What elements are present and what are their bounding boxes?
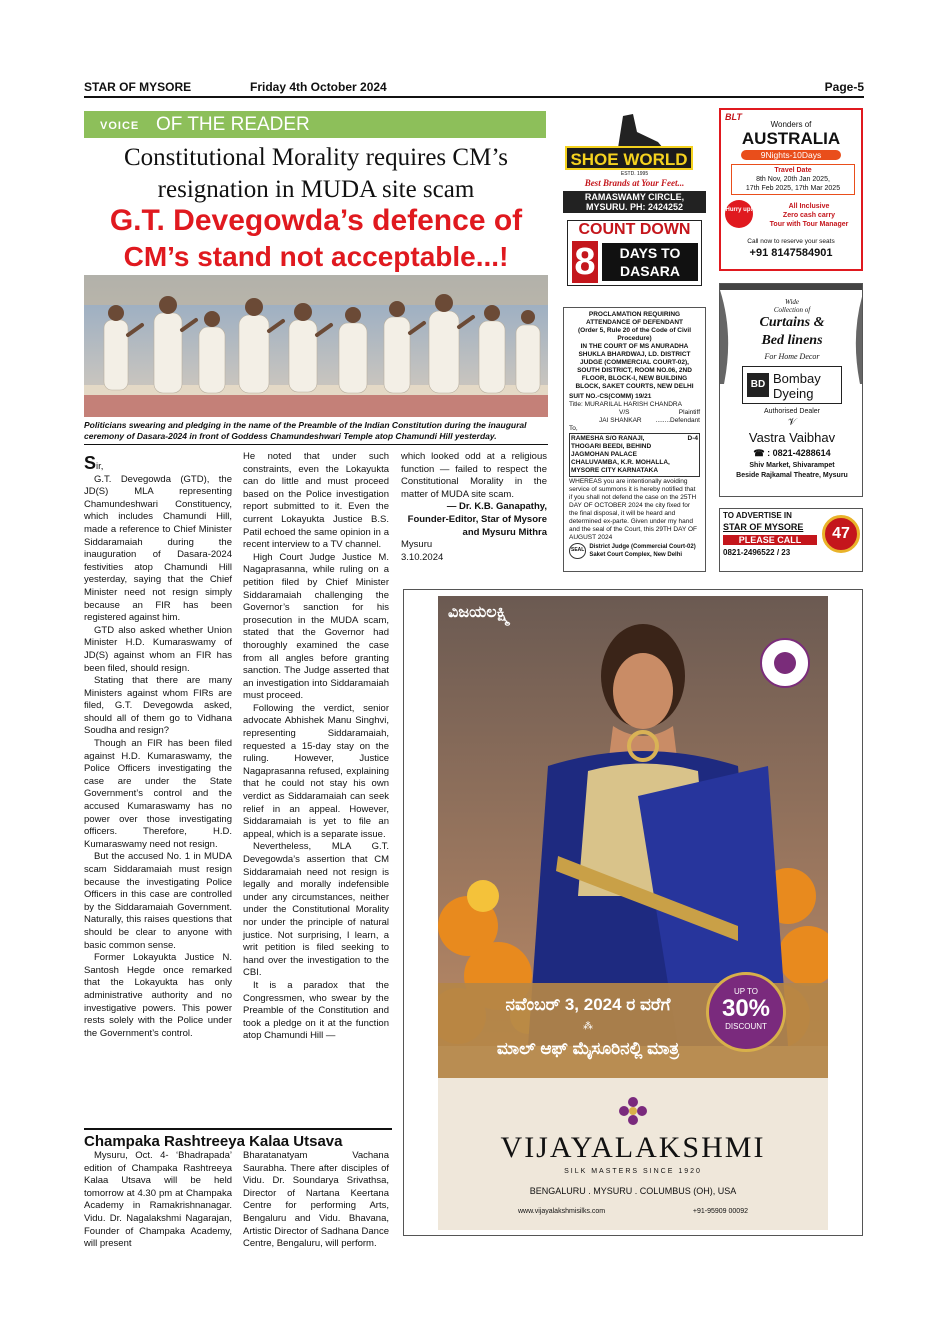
vl-since: SILK MASTERS SINCE 1920	[564, 1168, 702, 1175]
bombay-dyeing-logo	[742, 366, 842, 404]
procl-d4: D-4	[687, 435, 698, 442]
australia-tour-ad[interactable]	[719, 108, 863, 271]
shoe-address: RAMASWAMY CIRCLE, MYSURU. PH: 2424252	[563, 191, 706, 213]
signature: — Dr. K.B. Ganapathy, Founder-Editor, Star of Mysore and Mysuru Mithra	[407, 501, 547, 538]
letter-column-3	[401, 451, 547, 564]
vl-poster	[438, 596, 828, 1230]
vl-cities: BENGALURU . MYSURU . COLUMBUS (OH), USA	[529, 1186, 737, 1196]
shoe-world-brand: SHOE WORLD	[565, 146, 693, 170]
subhead	[84, 203, 548, 275]
procl-address: RAMESHA S/O RANAJI, THOGARI BEEDI, BEHIND JAGMOHAN PALACE CHALUVAMBA, K.R. MOHALLA, MYSORE CITY KARNATAKA	[571, 435, 670, 474]
vl-kannada-brand: ವಿಜಯಲಕ್ಷ್ಮಿ	[448, 604, 511, 621]
vastra-dealer: Authorised Dealer	[763, 408, 821, 415]
letter-paragraph: G.T. Devegowda (GTD), the JD(S) MLA representing Chamundeshwari Constituency, which includes Chamundi Hill, made a reference to Chief Minister Siddaramaiah during the inauguration of Dasara-2024 festivities atop Chamundi Hill yesterday, saying that the Chief Minister need not resign simply because an FIR has been registered against him.	[84, 473, 232, 624]
letter-paragraph: But the accused No. 1 in MUDA scam Siddaramaiah must resign because the investigating Police Officers in this case are controlled by the Siddaramaiah Government. Naturally, this raises questions that should be clear to anyone with basic common sense.	[84, 851, 232, 951]
vl-crest-icon	[760, 638, 810, 688]
aus-inclusions: All Inclusive Zero cash carry Tour with Tour Manager	[769, 203, 849, 228]
advertise-in-star-ad[interactable]	[719, 508, 863, 572]
aus-call: Call now to reserve your seats	[747, 238, 835, 245]
aus-wonders: Wonders of	[770, 120, 812, 129]
dasara-countdown	[567, 220, 702, 286]
shoe-tagline: Best Brands at Your Feet...	[584, 178, 685, 188]
vl-flower-icon	[618, 1096, 648, 1126]
advertise-line-1: TO ADVERTISE IN	[723, 511, 792, 520]
vastra-curtains: Curtains &	[759, 315, 825, 330]
proclamation-notice	[563, 307, 706, 572]
letter-paragraph: GTD also asked whether Union Minister H.D. Kumaraswamy of JD(S) against whom an FIR has been filed, should resign.	[84, 624, 232, 674]
vl-contact	[518, 1208, 748, 1215]
procl-rule: (Order 5, Rule 20 of the Code of Civil Procedure)	[577, 327, 692, 342]
letter-paragraph: High Court Judge Justice M. Nagaprasanna, while ruling on a petition filed by Chief Minister Siddaramaiah challenging the Governor’s sanction for his prosecution in the MUDA scam, stated that the Governor had thoroughly examined the case from all angles before granting sanction. The Judge asserted that an investigation into Siddaramaiah must proceed.	[243, 551, 389, 702]
procl-court: IN THE COURT OF MS ANURADHA SHUKLA BHARDWAJ, LD. DISTRICT JUDGE (COMMERCIAL COURT-02), SOUTH DISTRICT, ROOM NO.06, 2ND FLOOR, BLOCK-I, NEW BUILDING BLOCK, SAKET COURTS, NEW DELHI	[575, 343, 694, 390]
aus-phone: +91 8147584901	[749, 247, 833, 259]
letter-paragraph: Former Lokayukta Justice N. Santosh Hegde once remarked that the Lokayukta has only administrative authority and no investigative powers. This power rests solely with the Police under the Government’s control.	[84, 952, 232, 1039]
vl-offer-date: ನವೆಂಬರ್ 3, 2024 ರ ವರೆಗೆ	[505, 995, 671, 1014]
headline-line-1: Constitutional Morality requires CM’s	[123, 144, 508, 171]
procl-title-label: Title: MURARILAL HARISH CHANDRA	[569, 401, 682, 408]
headline-line-2: resignation in MUDA site scam	[157, 176, 475, 203]
countdown-days: 8	[572, 241, 598, 283]
paper-name: STAR OF MYSORE	[84, 80, 192, 94]
procl-defendant: ........Defendant	[655, 417, 700, 424]
vl-website[interactable]: www.vijayalakshmisilks.com	[518, 1208, 606, 1215]
blt-logo: BLT	[725, 112, 742, 122]
letter-column-1	[84, 453, 232, 1040]
vl-brand: VIJAYALAKSHMI	[500, 1131, 766, 1164]
vastra-wide: Wide	[785, 298, 799, 306]
vl-offer-band: ನವೆಂಬರ್ 3, 2024 ರ ವರೆಗೆ ⁂ ಮಾಲ್ ಆಫ್ ಮೈಸೂರಿನಲ್ಲಿ ಮಾತ್ರ	[438, 983, 828, 1078]
letter-paragraph: It is a paradox that the Congressmen, who swear by the Preamble of the Constitution and took a pledge on it at the function atop Chamundi Hill —	[243, 979, 389, 1042]
aus-country: AUSTRALIA	[741, 129, 841, 148]
page-number: Page-5	[824, 80, 864, 94]
advertise-line-3: PLEASE CALL	[723, 535, 817, 545]
vl-offer-mall: ಮಾಲ್ ಆಫ್ ಮೈಸೂರಿನಲ್ಲಿ ಮಾತ್ರ	[496, 1039, 680, 1058]
aus-travel-dates: Travel Date 8th Nov, 20th Jan 2025, 17th Feb 2025, 17th Mar 2025	[731, 164, 855, 195]
letter-paragraph: Though an FIR has been filed against H.D. Kumaraswamy, the Police Officers investigating the case are under the State Government’s control and the accused Kumaraswamy has no power over those investigating officers. Therefore, H.D. Kumaraswamy need not resign.	[84, 738, 232, 850]
procl-body: WHEREAS you are intentionally avoiding service of summons it is hereby notified that if you shall not defend the case on the 25TH DAY OF OCTOBER 2024 the city fixed for the final disposal, it will be heard and determined ex-parte. Given under my hand and the seal of the Court, this 29TH DAY OF AUGUST 2024	[569, 478, 698, 541]
section-banner	[84, 111, 546, 138]
advertise-phone: 0821-2496522 / 23	[723, 548, 791, 557]
vastra-address-1: Shiv Market, Shivarampet	[749, 462, 835, 469]
headline	[84, 142, 548, 206]
letter-column-2	[243, 451, 389, 1043]
vl-discount-badge: UP TO 30% DISCOUNT	[706, 972, 786, 1052]
shoe-world-ad[interactable]	[563, 108, 706, 288]
letter-paragraph: which looked odd at a religious function — failed to respect the Constitutional Morality in the matter of MUDA site scam.	[401, 451, 547, 500]
champaka-title: Champaka Rashtreeya Kalaa Utsava	[84, 1128, 392, 1150]
anniversary-badge: 47	[822, 515, 860, 553]
procl-vs: V/S	[619, 409, 630, 416]
procl-title: PROCLAMATION REQUIRING ATTENDANCE OF DEFENDANT	[585, 311, 683, 326]
section-name: OF THE READER	[156, 114, 310, 135]
news-photo	[84, 275, 548, 417]
procl-to: To,	[569, 425, 578, 432]
letter-date: 3.10.2024	[401, 551, 444, 563]
bd-brand: Bombay Dyeing	[773, 371, 821, 401]
procl-plaintiff: Plaintiff	[678, 409, 700, 416]
champaka-column-2: Bharatanatyam Vachana Saurabha. There after disciples of Vidu. Dr. Soundarya Srivathsa, Director of Nartana Keertana Centre for performing Arts, Bengaluru and Vidu. Bhavana, Artistic Director of Sadhana Dance Centre, Bengaluru, will perform.	[243, 1150, 389, 1250]
aus-duration: 9Nights-10Days	[741, 150, 841, 160]
letter-paragraph: Nevertheless, MLA G.T. Devegowda’s assertion that CM Siddaramaiah need not resign is legally and morally indefensible under any circumstances, neither under the Constitutional Morality nor under the principle of natural justice. Not surprising, I learn, a writ petition is filed seeking to hand over the investigation to the CBI.	[243, 841, 389, 979]
vv-mark-icon: 𝒱	[787, 417, 797, 428]
letter-paragraph: Following the verdict, senior advocate Abhishek Manu Singhvi, representing Siddaramaiah, requested a 15-day stay on the ruling. However, Justice Nagaprasanna refused, explaining that he could not stay his own verdict as Siddaramaiah can seek relief in an appeal. However, Siddaramaiah is yet to file an appeal, which is a separate issue.	[243, 702, 389, 840]
procl-signature: District Judge (Commercial Court-02) Saket Court Complex, New Delhi	[589, 544, 696, 558]
vastra-vaibhav-ad[interactable]	[719, 283, 863, 497]
vastra-bedlinens: Bed linens	[761, 333, 823, 348]
vastra-shop-name: Vastra Vaibhav	[748, 430, 836, 445]
page-masthead	[84, 78, 864, 98]
salutation: Sir,	[84, 453, 104, 473]
procl-seal: SEAL	[569, 543, 586, 559]
vastra-collection: Collection of	[773, 306, 811, 314]
vijayalakshmi-silks-ad[interactable]	[403, 589, 863, 1236]
advertise-line-2: STAR OF MYSORE	[723, 522, 804, 532]
bd-mark-icon: BD	[747, 373, 769, 397]
procl-defendant-name: JAI SHANKAR	[599, 417, 642, 424]
vastra-phone: ☎ : 0821-4288614	[753, 448, 831, 458]
procl-suit: SUIT NO.-CS(COMM) 19/21	[569, 393, 652, 400]
letter-paragraph: He noted that under such constraints, even the Lokayukta can do little and must proceed based on the Police investigation report submitted to it. Even the current Lokayukta Justice B.S. Patil echoed the same opinion in a recent interview to a TV channel.	[243, 451, 389, 551]
vastra-address-2: Beside Rajkamal Theatre, Mysuru	[736, 472, 848, 479]
countdown-label: COUNT DOWN	[578, 221, 691, 238]
photo-caption: Politicians swearing and pledging in the name of the Preamble of the Indian Constitution during the inaugural ceremony of Dasara-2024 in front of Goddess Chamundeshwari Temple atop Chamundi Hill yesterday.	[84, 420, 527, 441]
vastra-for: For Home Decor	[764, 352, 820, 361]
section-kicker: VOICE	[100, 120, 140, 132]
vl-phone: +91-95909 00092	[692, 1208, 748, 1215]
politicians-pledge-illustration	[84, 275, 548, 417]
subhead-line-1: G.T. Devegowda’s defence of	[109, 204, 523, 237]
divider	[84, 444, 548, 445]
letter-place: Mysuru	[401, 539, 433, 551]
champaka-column-1: Mysuru, Oct. 4- ‘Bhadrapada’ edition of Champaka Rashtreeya Kalaa Utsava will be held tomorrow at 4.30 pm at Champaka Academy in Ramakrishnanagar. Vidu. Dr. Nagalakshmi Nagarajan, Founder of Champaka Academy, will present	[84, 1150, 232, 1250]
subhead-line-2: CM’s stand not acceptable...!	[123, 241, 509, 272]
hurry-badge: Hurry up!	[725, 200, 753, 228]
shoe-estd: ESTD. 1995	[620, 171, 649, 177]
letter-paragraph: Stating that there are many Ministers against whom FIRs are filed, G.T. Devegowda asked, should all of them go to Vidhana Soudha and resign?	[84, 675, 232, 737]
countdown-text: DAYS TO DASARA	[602, 243, 698, 281]
issue-date: Friday 4th October 2024	[250, 80, 387, 94]
